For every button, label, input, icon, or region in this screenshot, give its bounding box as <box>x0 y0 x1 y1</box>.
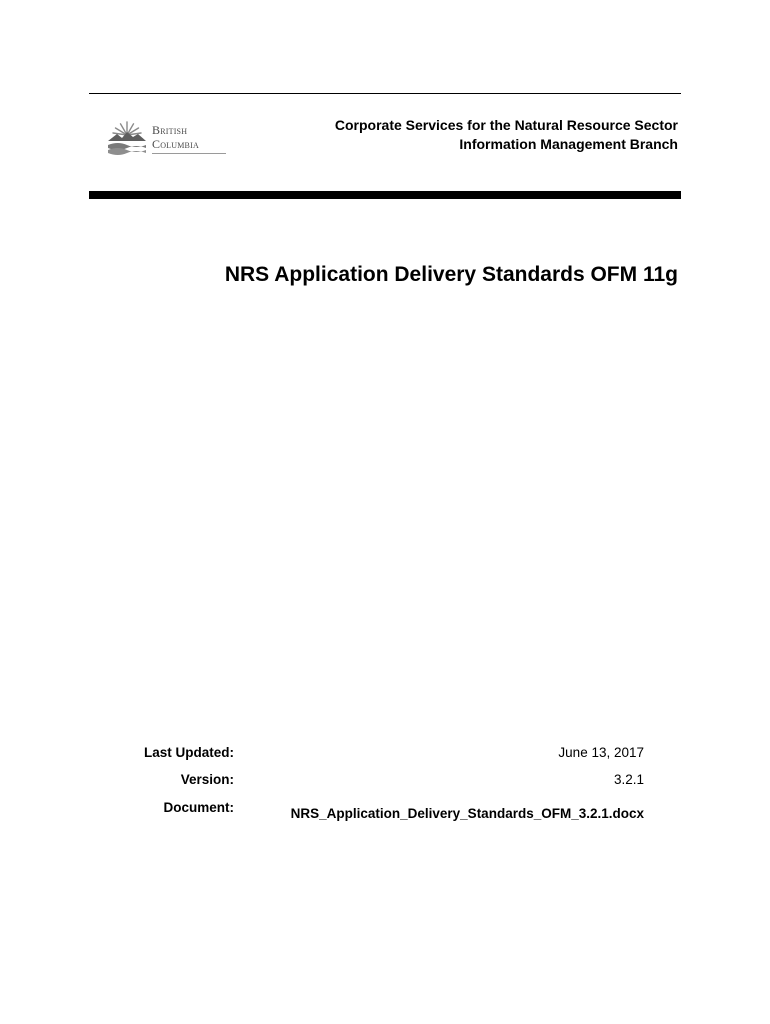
organization-header <box>335 116 678 154</box>
organization-line-1: Corporate Services for the Natural Resource Sector <box>334 117 678 133</box>
version-label: Version: <box>180 772 234 787</box>
header-divider <box>89 191 681 199</box>
bc-logo-wordmark <box>152 123 199 151</box>
document-title: NRS Application Delivery Standards OFM 11g <box>224 263 678 286</box>
logo-underline <box>152 153 226 154</box>
logo-line-columbia: Columbia <box>152 137 199 151</box>
document-filename: NRS_Application_Delivery_Standards_OFM_3.2.1.docx <box>290 806 644 821</box>
logo-line-british: British <box>152 123 188 137</box>
version-value: 3.2.1 <box>613 772 644 787</box>
organization-line-2: Information Management Branch <box>459 136 678 152</box>
document-label: Document: <box>163 800 234 815</box>
last-updated-label: Last Updated: <box>143 745 234 760</box>
top-divider <box>89 93 681 94</box>
last-updated-value: June 13, 2017 <box>558 745 644 760</box>
bc-sun-mountain-icon <box>105 119 149 155</box>
bc-logo <box>105 117 235 167</box>
